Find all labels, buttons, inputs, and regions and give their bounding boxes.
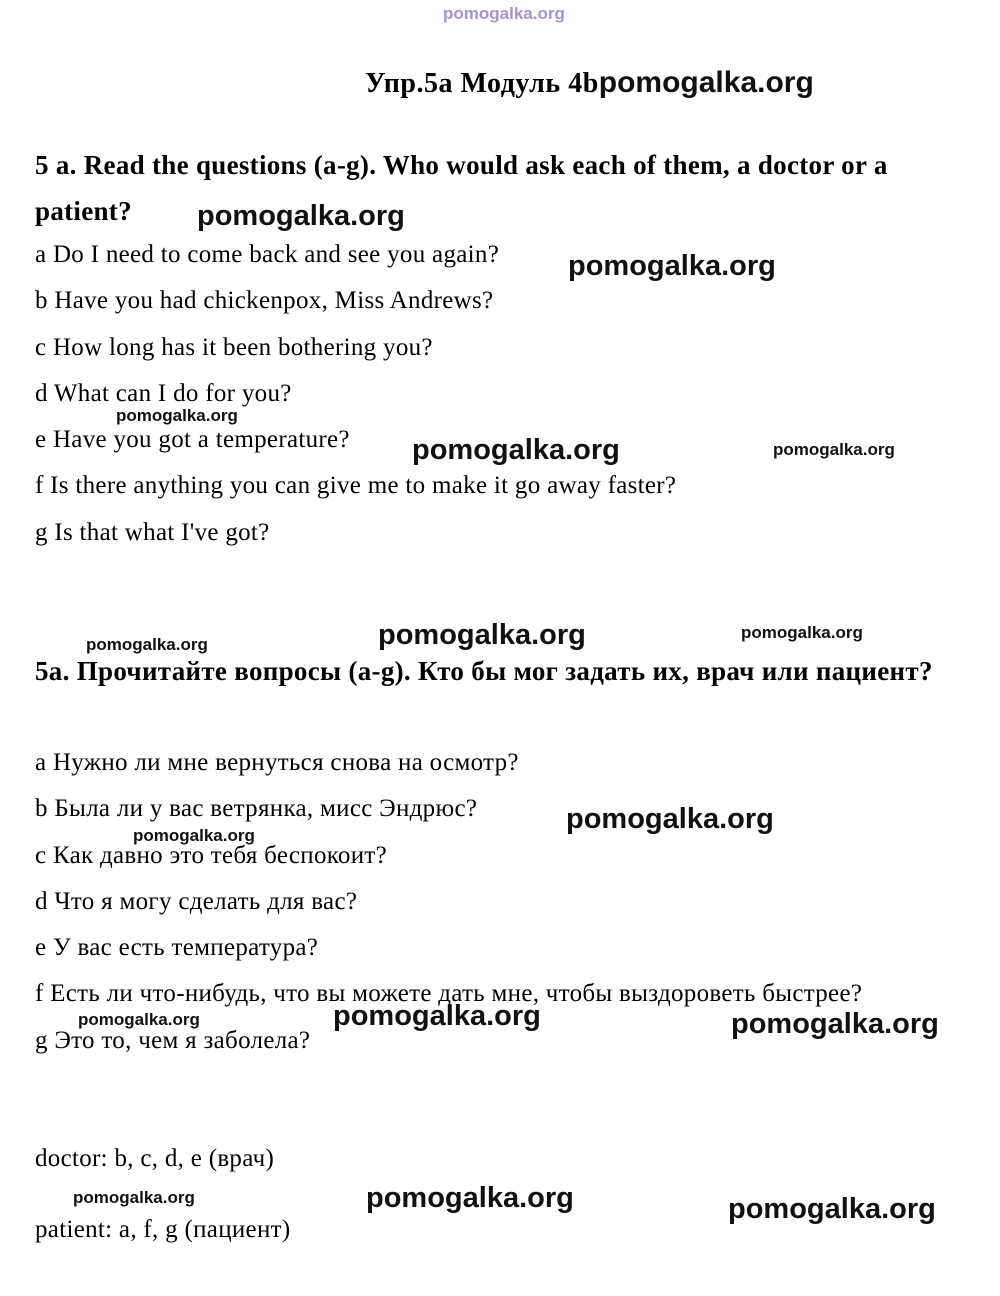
title-row (365, 66, 814, 100)
question-en-e: e Have you got a temperature? (35, 426, 350, 454)
question-en-f: f Is there anything you can give me to make it go away faster? (35, 472, 677, 500)
question-ru-b: b Была ли у вас ветрянка, мисс Эндрюс? (35, 795, 478, 823)
watermark: pomogalka.org (133, 826, 255, 845)
question-en-a: a Do I need to come back and see you again? (35, 241, 500, 268)
watermark: pomogalka.org (773, 440, 895, 459)
watermark: pomogalka.org (741, 623, 863, 642)
question-ru-a: a Нужно ли мне вернуться снова на осмотр? (35, 749, 519, 776)
question-en-g: g Is that what I've got? (35, 518, 270, 546)
watermark: pomogalka.org (366, 1182, 574, 1214)
question-ru-g: g Это то, чем я заболела? (35, 1026, 311, 1054)
watermark: pomogalka.org (731, 1008, 939, 1040)
watermark: pomogalka.org (568, 250, 776, 282)
watermark: pomogalka.org (333, 1000, 541, 1032)
watermark: pomogalka.org (378, 619, 586, 651)
answer-patient: patient: a, f, g (пациент) (35, 1216, 291, 1243)
watermark: pomogalka.org (728, 1193, 936, 1225)
answer-doctor: doctor: b, c, d, e (врач) (35, 1145, 275, 1172)
watermark: pomogalka.org (197, 200, 405, 232)
question-ru-e: e У вас есть температура? (35, 934, 319, 962)
question-en-c: c How long has it been bothering you? (35, 333, 433, 361)
question-ru-d: d Что я могу сделать для вас? (35, 887, 358, 915)
question-ru-c: c Как давно это тебя беспокоит? (35, 841, 388, 869)
watermark: pomogalka.org (412, 434, 620, 466)
question-ru-f: f Есть ли что-нибудь, что вы можете дать мне, чтобы выздороветь быстрее? (35, 980, 863, 1008)
page-title: Упр.5а Модуль 4b (365, 68, 599, 99)
watermark: pomogalka.org (78, 1010, 200, 1029)
watermark: pomogalka.org (566, 803, 774, 835)
question-en-b: b Have you had chickenpox, Miss Andrews? (35, 287, 494, 315)
watermark: pomogalka.org (73, 1188, 195, 1207)
english-questions (35, 232, 970, 556)
english-task-heading: 5 a. Read the questions (a-g). Who would ask each of them, a doctor or a patient? (35, 150, 888, 227)
question-en-d: d What can I do for you? (35, 379, 292, 407)
watermark: pomogalka.org (443, 4, 565, 23)
watermark: pomogalka.org (116, 406, 238, 425)
watermark: pomogalka.org (86, 635, 208, 654)
watermark: pomogalka.org (598, 66, 814, 99)
russian-task-heading: 5а. Прочитайте вопросы (a-g). Кто бы мог задать их, врач или пациент? (35, 656, 933, 686)
